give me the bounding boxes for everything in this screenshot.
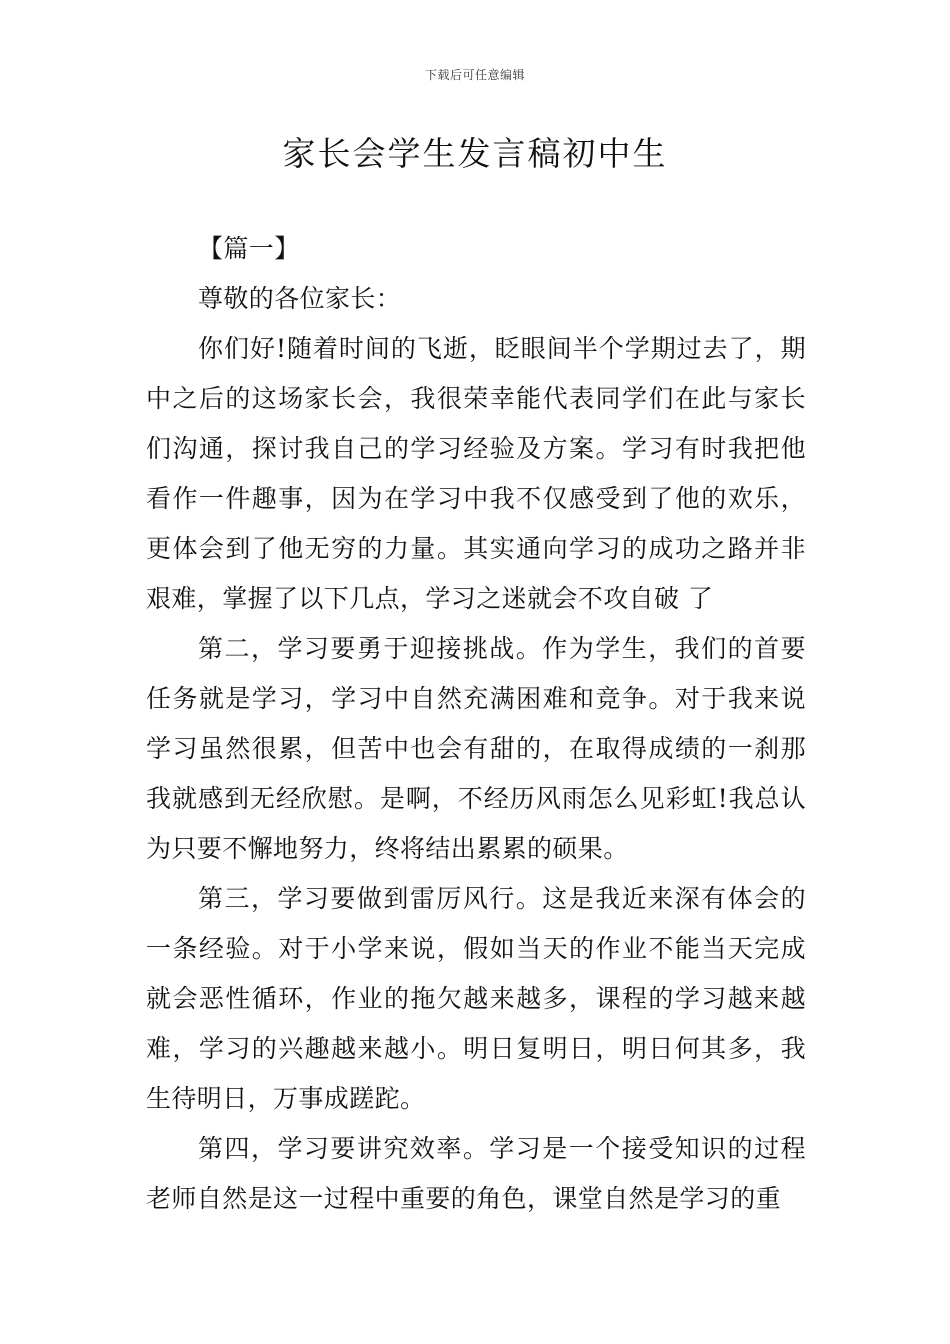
header-note: 下载后可任意编辑 [424, 68, 525, 82]
paragraph: 第三，学习要做到雷厉风行。这是我近来深有体会的一条经验。对于小学来说，假如当天的作业不能当天完成就会恶性循环，作业的拖欠越来越多，课程的学习越来越难，学习的兴趣越来越小。明日复明日，明日何其多，我生待明日，万事成蹉跎。 [146, 884, 806, 1113]
paragraph: 第四，学习要讲究效率。学习是一个接受知识的过程老师自然是这一过程中重要的角色，课堂自然是学习的重 [146, 1134, 806, 1213]
paragraph: 第二，学习要勇于迎接挑战。作为学生，我们的首要任务就是学习，学习中自然充满困难和竞争。对于我来说学习虽然很累，但苦中也会有甜的，在取得成绩的一刹那我就感到无经欣慰。是啊，不经历风雨怎么见彩虹!我总认为只要不懈地努力，终将结出累累的硕果。 [146, 634, 806, 863]
section-label: 【篇一】 [198, 234, 300, 263]
document-body [146, 224, 806, 1224]
salutation: 尊敬的各位家长： [198, 284, 402, 313]
paragraph: 你们好!随着时间的飞逝，眨眼间半个学期过去了，期中之后的这场家长会，我很荣幸能代表同学们在此与家长们沟通，探讨我自己的学习经验及方案。学习有时我把他看作一件趣事，因为在学习中我不仅感受到了他的欢乐，更体会到了他无穷的力量。其实通向学习的成功之路并非艰难，掌握了以下几点，学习之迷就会不攻自破 了 [146, 334, 806, 613]
document-title: 家长会学生发言稿初中生 [282, 134, 668, 173]
